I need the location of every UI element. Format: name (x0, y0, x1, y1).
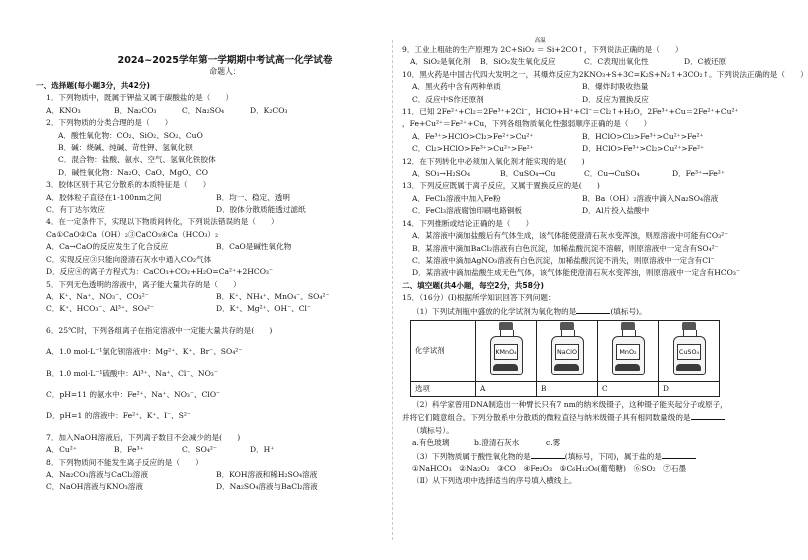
option-letter: B (537, 381, 598, 396)
option: A．酸性氧化物：CO₂、SiO₂、SO₂、CuO (58, 130, 203, 140)
section-heading-choice: 一、选择题(每小题3分，共42分) (36, 81, 150, 90)
question-13-options-row2 (402, 205, 774, 217)
option: A．Na₂CO₃溶液与CaCl₂溶液 (46, 469, 148, 479)
option: A．Cu²⁺ (46, 445, 77, 455)
question-4: 4．在一定条件下，实现以下物质间转化，下列说法错误的是（ ） (46, 217, 279, 227)
option: C．K⁺、HCO₃⁻、Al³⁺、SO₄²⁻ (46, 304, 155, 314)
option: D．反应④的离子方程式为：CaCO₃+CO₂+H₂O=Ca²⁺+2HCO₃⁻ (46, 267, 273, 277)
bottle-label: NaClO (555, 344, 579, 360)
question-15-3-text: （3）下列物质属于酸性氧化物的是 (412, 451, 531, 461)
reagent-cell (476, 320, 537, 381)
question-6: 6．25℃时，下列各组离子在指定溶液中一定能大量共存的是( ) (46, 325, 273, 335)
question-15-2-cont (402, 411, 774, 424)
option: a.有色玻璃 (412, 438, 450, 448)
question-12: 12．在下列转化中必须加入氧化剂才能实现的是( ) (402, 156, 585, 166)
bottle-label: MnO₂ (616, 344, 640, 360)
question-13: 13．下列反应既属于离子反应，又属于置换反应的是( ) (402, 181, 600, 191)
option: D．K⁺、Mg²⁺、OH⁻、Cl⁻ (216, 304, 311, 314)
option: C．NaOH溶液与KNO₃溶液 (46, 482, 143, 492)
question-11: 11．已知 2Fe²⁺+Cl₂＝2Fe³⁺+2Cl⁻，HClO+H⁺+Cl⁻＝Cl₂↑+H₂O，2Fe³⁺+Cu＝2Fe²⁺+Cu²⁺ (402, 107, 739, 117)
question-9-text: 9．工业上粗硅的生产原理为 2C+SiO₂ 高温 ＝ Si+2CO↑，下列说法正确的是（ ） (402, 45, 683, 54)
conversion-chain: Ca①CaO②Ca（OH）₂③CaCO₃④Ca（HCO₃）₂ (46, 229, 219, 239)
option: B．CuSO₄→Cu (500, 169, 556, 179)
reagent-table (410, 320, 720, 397)
question-5-options (36, 291, 396, 303)
table-row (411, 320, 720, 381)
question-4-options (36, 241, 396, 253)
question-7: 7．加入NaOH溶液后，下列离子数目不会减少的是( ) (46, 432, 241, 442)
option: B．Ba（OH）₂溶液中滴入Na₂SO₄溶液 (582, 193, 719, 203)
question-15-II: （Ⅱ）从下列选项中选择适当的序号填入横线上。 (412, 476, 577, 486)
option: A．SiO₂是氧化剂 (410, 57, 471, 67)
option: b.澄清石灰水 (474, 438, 520, 448)
question-8: 8．下列物质间不能发生离子反应的是（ ） (46, 457, 203, 467)
option: B．CaO是碱性氧化物 (216, 242, 292, 252)
option: A．SO₃→H₂SO₄ (412, 169, 471, 179)
reagent-cell (537, 320, 598, 381)
question-15-2: （2）科学家曾用DNA制造出一种臂长只有7 nm的纳米级镊子，这种镊子能夹起分子或原子， (412, 399, 728, 409)
spacer (36, 380, 396, 389)
question-9-options (402, 56, 774, 68)
option: A．FeCl₃溶液中加入Fe粉 (412, 193, 501, 203)
section-heading-fill: 二、填空题(共4小题，每空2分，共58分) (402, 280, 544, 290)
question-1-options (36, 105, 396, 117)
question-15-3 (402, 450, 774, 463)
option: D．Na₂SO₄溶液与BaCl₂溶液 (216, 482, 318, 492)
question-5-options-row2 (36, 303, 396, 315)
option: C．反应中S作还原剂 (412, 94, 484, 104)
option: A．Fe³⁺>HClO>Cl₂>Fe²⁺>Cu²⁺ (412, 131, 534, 141)
table-row (411, 381, 720, 396)
question-15-2-text: 并将它们随意组合。下列分散系中分散质的微粒直径与纳米级镊子具有相同数量级的是 (402, 413, 691, 423)
question-11-cont: ，Fe+Cu²⁺＝Fe²⁺+Cu，下列各组物质氧化性强弱顺序正确的是（ ） (402, 119, 652, 129)
option: B．Na₂CO₃ (114, 105, 157, 115)
option-letter: D (659, 381, 720, 396)
option: A．K⁺、Na⁺、NO₃⁻、CO₃²⁻ (46, 291, 149, 301)
option: B．K⁺、NH₄⁺、MnO₄⁻、SO₄²⁻ (216, 291, 330, 301)
option: C．Cl₂>HClO>Fe³⁺>Cu²⁺>Fe²⁺ (412, 144, 534, 154)
option: C．混合物：盐酸、氨水、空气、氢氧化铁胶体 (58, 155, 216, 165)
bottle-label: KMnO₄ (494, 344, 518, 360)
option: C．有丁达尔效应 (46, 205, 105, 215)
option: C．SO₄²⁻ (182, 445, 217, 455)
spacer (36, 337, 396, 346)
option: B．碱：烧碱、纯碱、苛性钾、氢氧化钡 (58, 143, 193, 153)
question-3: 3．胶体区别于其它分散系的本质特征是（ ） (46, 180, 211, 190)
bottle-label: CuSO₄ (677, 344, 701, 360)
page-title: 2024~2025学年第一学期期中考试高一化学试卷 (117, 55, 333, 66)
option: A．黑火药中含有两种单质 (412, 82, 502, 92)
option: A．KNO₃ (46, 105, 81, 115)
question-2: 2．下列物质的分类合理的是（ ） (46, 118, 173, 128)
reagent-bottle-icon (671, 322, 707, 374)
option: D．反应为置换反应 (582, 94, 649, 104)
option: B．KOH溶液和稀H₂SO₄溶液 (216, 469, 318, 479)
question-15-3-items: ①NaHCO₃ ②Na₂O₂ ③CO ④Fe₂O₃ ⑤C₆H₁₂O₆(葡萄糖) ⑥SO₂ ⑦石墨 (412, 463, 687, 473)
author-label: 命题人： (209, 67, 241, 76)
question-15-1-tail: (填标号)。 (610, 306, 647, 316)
option: D．某溶液中滴加盐酸生成无色气体，该气体能使澄清石灰水变浑浊，则原溶液中一定含有HCO₃⁻ (412, 268, 740, 278)
option: D．胶体分散质能透过滤纸 (216, 205, 306, 215)
question-11-options-row2 (402, 143, 774, 155)
option: B．HClO>Cl₂>Fe³⁺>Cu²⁺>Fe²⁺ (582, 131, 704, 141)
reagent-cell (598, 320, 659, 381)
option: D．C被还原 (684, 57, 727, 67)
reaction-condition-label: 高温 (534, 38, 546, 44)
question-15-2-tail: （填标号）。 (412, 425, 454, 435)
option: A．1.0 mol·L⁻¹氯化钡溶液中：Mg²⁺、K⁺、Br⁻、SO₄²⁻ (46, 347, 243, 357)
reagent-bottle-icon (488, 322, 524, 374)
question-8-options-row2 (36, 481, 396, 493)
reaction-condition: 高温 ＝ (534, 38, 546, 54)
option: A．Ca→CaO的反应发生了化合反应 (46, 242, 169, 252)
right-column (402, 38, 808, 488)
option: C．Na₂SO₄ (182, 105, 225, 115)
option: B．Fe³⁺ (114, 445, 144, 455)
question-10-options-row2 (402, 94, 774, 106)
answer-blank[interactable] (531, 450, 565, 459)
option: D．K₂CO₃ (250, 105, 288, 115)
option: A．某溶液中滴加盐酸后有气体生成，该气体能使澄清石灰水变浑浊，则原溶液中可能有CO₃²⁻ (412, 231, 729, 241)
option: A．胶体粒子直径在1-100nm之间 (46, 192, 162, 202)
question-15: 15．（16分）(Ⅰ)根据所学知识回答下列问题： (402, 293, 556, 303)
option: D．H⁺ (250, 445, 275, 455)
question-3-options-row2 (36, 204, 396, 216)
question-8-options (36, 469, 396, 481)
spacer (36, 316, 396, 325)
table-header-option: 选项 (411, 381, 476, 396)
option-letter: C (598, 381, 659, 396)
spacer (36, 359, 396, 368)
answer-blank[interactable] (691, 411, 725, 420)
answer-blank[interactable] (662, 450, 696, 459)
option: c.雾 (546, 438, 561, 448)
question-15-2-options (402, 437, 774, 449)
question-12-options (402, 168, 774, 180)
question-13-options (402, 193, 774, 205)
option: D．碱性氧化物：Na₂O、CaO、MgO、CO (58, 167, 208, 177)
option: B．爆炸时吸收热量 (582, 82, 649, 92)
option: B．1.0 mol·L⁻¹硫酸中：Al³⁺、Na⁺、Cl⁻、NO₃⁻ (46, 368, 218, 378)
question-15-1 (402, 305, 774, 318)
option: D．HClO>Fe³⁺>Cl₂>Cu²⁺>Fe²⁺ (582, 144, 705, 154)
question-5: 5．下列无色透明的溶液中，离子能大量共存的是（ ） (46, 279, 241, 289)
option: D．pH=1 的溶液中：Fe²⁺、K⁺、I⁻、S²⁻ (46, 411, 191, 421)
question-10-options (402, 81, 774, 93)
question-14: 14．下列推断或结论正确的是（ ） (402, 218, 534, 228)
spacer (36, 423, 396, 432)
reagent-bottle-icon (610, 322, 646, 374)
answer-blank[interactable] (576, 305, 610, 314)
option: C．FeCl₃溶液腐蚀印刷电路铜板 (412, 206, 522, 216)
question-9 (402, 38, 774, 56)
reagent-cell (659, 320, 720, 381)
option-letter: A (476, 381, 537, 396)
question-7-options (36, 444, 396, 456)
option: C．某溶液中滴加AgNO₃溶液有白色沉淀，加稀盐酸沉淀不消失，则原溶液中一定含有Cl⁻ (412, 255, 715, 265)
question-15-1-text: （1）下列试剂瓶中盛放的化学试剂为氧化物的是 (412, 306, 577, 316)
spacer (36, 401, 396, 410)
option: C．Cu→CuSO₄ (584, 169, 640, 179)
option: D．Al片投入盐酸中 (582, 206, 650, 216)
table-header-reagent: 化学试剂 (411, 320, 476, 381)
question-3-options (36, 192, 396, 204)
option: B．SiO₂发生氧化反应 (480, 57, 556, 67)
question-1: 1．下列物质中，既属于钾盐又属于碳酸盐的是（ ） (46, 93, 234, 103)
option: B．均一、稳定、透明 (216, 192, 290, 202)
option: D．Fe³⁺→Fe²⁺ (672, 169, 725, 179)
question-10: 10．黑火药是中国古代四大发明之一，其爆炸反应为2KNO₃+S+3C=K₂S+N₂↑+3CO₂↑。下列说法正确的是（ ） (402, 69, 808, 79)
question-15-3-text-2: (填标号，下同)，属于盐的是 (564, 451, 662, 461)
question-11-options (402, 131, 774, 143)
option: C．实现反应③只能向澄清石灰水中通入CO₂气体 (46, 254, 212, 264)
reagent-bottle-icon (549, 322, 585, 374)
option: B．某溶液中滴加BaCl₂溶液有白色沉淀，加稀盐酸沉淀不溶解，则原溶液中一定含有SO₄²⁻ (412, 243, 719, 253)
option: C．pH=11 的氨水中：Fe²⁺、Na⁺、NO₃⁻、ClO⁻ (46, 389, 221, 399)
option: C．C表现出氧化性 (584, 57, 649, 67)
left-column (36, 80, 396, 494)
